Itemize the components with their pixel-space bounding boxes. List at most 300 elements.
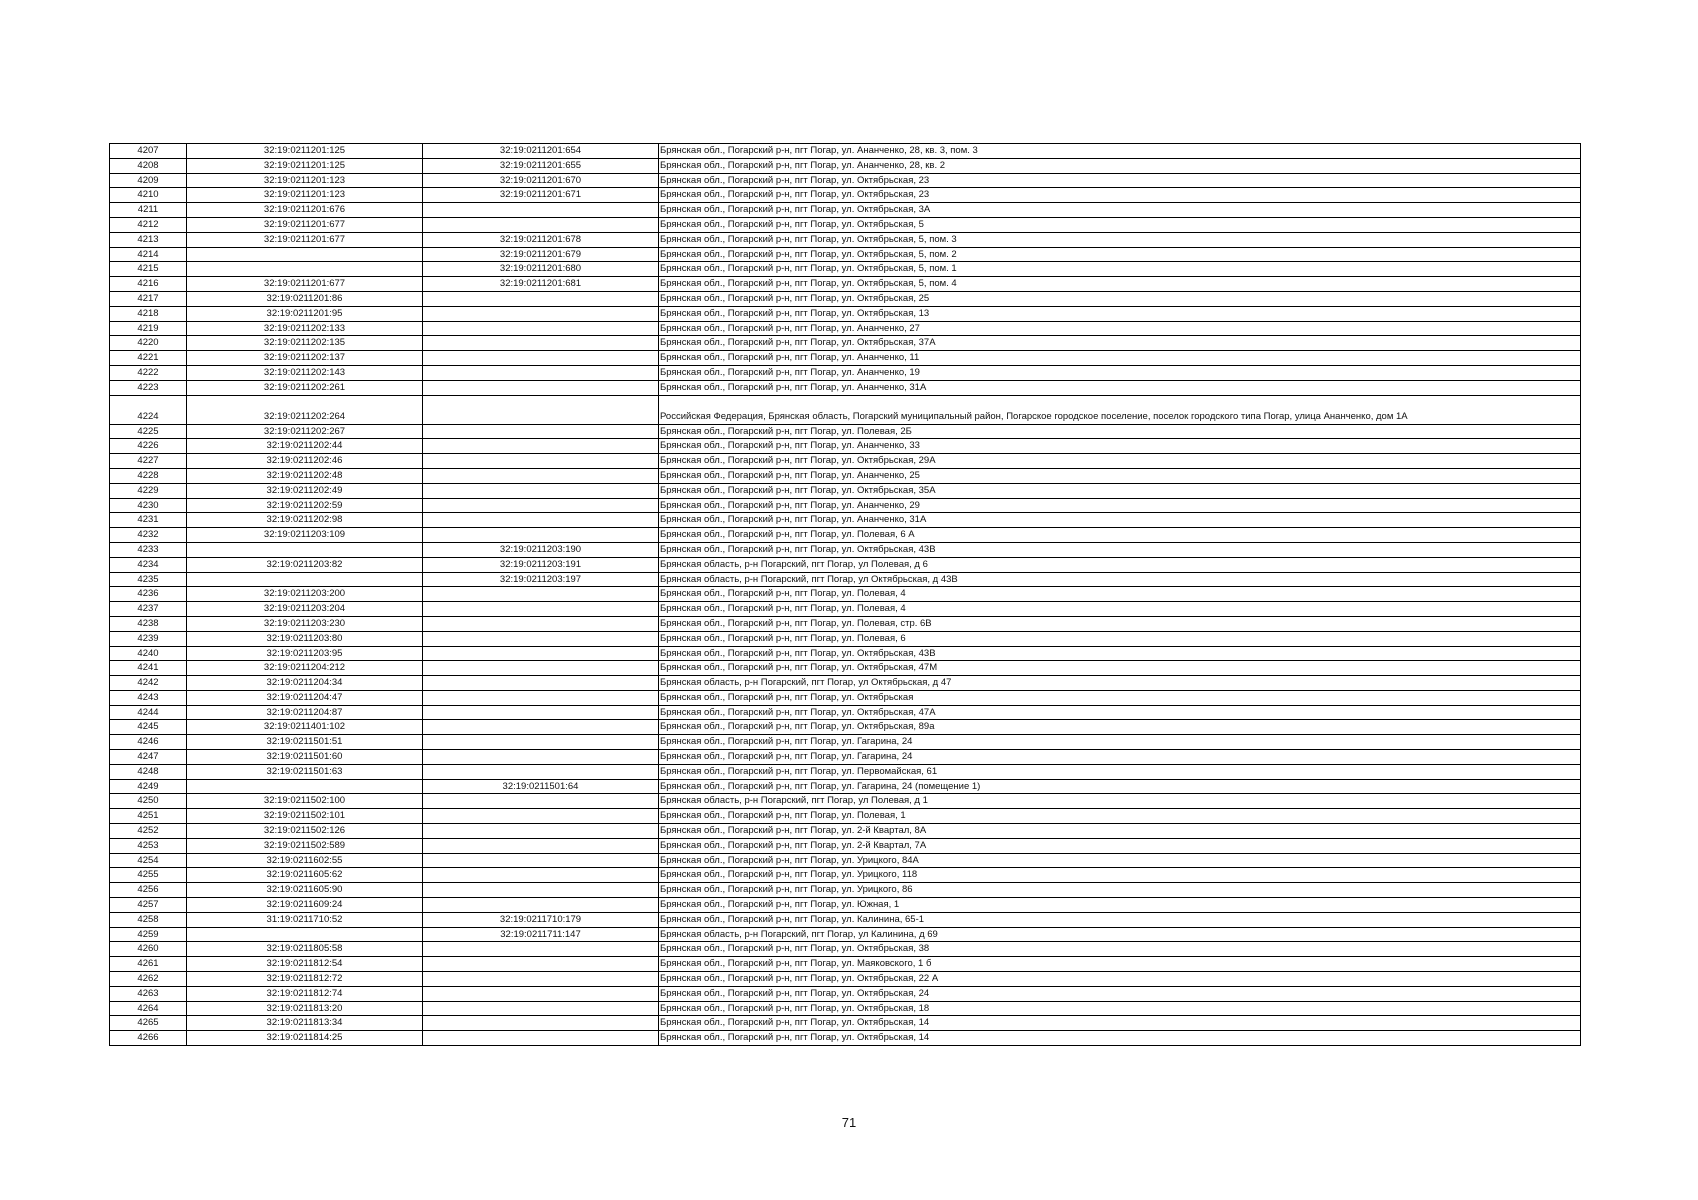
parcel-cadastral-cell: 32:19:0211202:44 (187, 439, 423, 454)
parcel-cadastral-cell: 32:19:0211813:20 (187, 1001, 423, 1016)
parcel-cadastral-cell: 32:19:0211609:24 (187, 898, 423, 913)
parcel-cadastral-cell: 32:19:0211201:95 (187, 306, 423, 321)
table-row (110, 262, 1581, 277)
parcel-cadastral-cell: 32:19:0211202:267 (187, 424, 423, 439)
address-cell: Брянская обл., Погарский р-н, пгт Погар, ул. Ананченко, 27 (659, 321, 1581, 336)
parcel-cadastral-cell (187, 262, 423, 277)
object-cadastral-cell (423, 824, 659, 839)
parcel-cadastral-cell: 32:19:0211201:677 (187, 232, 423, 247)
row-number-cell: 4223 (110, 380, 187, 395)
parcel-cadastral-cell: 32:19:0211203:95 (187, 646, 423, 661)
parcel-cadastral-cell: 32:19:0211204:34 (187, 676, 423, 691)
address-cell: Брянская обл., Погарский р-н, пгт Погар, ул. Гагарина, 24 (659, 735, 1581, 750)
address-cell: Брянская обл., Погарский р-н, пгт Погар, ул. Гагарина, 24 (помещение 1) (659, 779, 1581, 794)
row-number-cell: 4257 (110, 898, 187, 913)
row-number-cell: 4210 (110, 188, 187, 203)
object-cadastral-cell (423, 720, 659, 735)
parcel-cadastral-cell: 32:19:0211204:47 (187, 690, 423, 705)
parcel-cadastral-cell: 32:19:0211204:87 (187, 705, 423, 720)
table-row (110, 173, 1581, 188)
parcel-cadastral-cell: 32:19:0211501:51 (187, 735, 423, 750)
row-number-cell: 4220 (110, 336, 187, 351)
address-cell: Брянская обл., Погарский р-н, пгт Погар, ул. Октябрьская, 29А (659, 454, 1581, 469)
table-row (110, 277, 1581, 292)
object-cadastral-cell (423, 587, 659, 602)
address-cell: Брянская обл., Погарский р-н, пгт Погар, ул. Октябрьская, 13 (659, 306, 1581, 321)
parcel-cadastral-cell: 32:19:0211202:137 (187, 351, 423, 366)
parcel-cadastral-cell (187, 542, 423, 557)
object-cadastral-cell (423, 498, 659, 513)
table-row (110, 779, 1581, 794)
row-number-cell: 4262 (110, 972, 187, 987)
parcel-cadastral-cell: 32:19:0211805:58 (187, 942, 423, 957)
address-cell: Брянская область, р-н Погарский, пгт Погар, ул Калинина, д 69 (659, 927, 1581, 942)
address-cell: Брянская обл., Погарский р-н, пгт Погар, ул. Октябрьская, 35А (659, 483, 1581, 498)
object-cadastral-cell (423, 468, 659, 483)
row-number-cell: 4234 (110, 557, 187, 572)
row-number-cell: 4227 (110, 454, 187, 469)
object-cadastral-cell (423, 528, 659, 543)
object-cadastral-cell (423, 972, 659, 987)
parcel-cadastral-cell: 32:19:0211203:200 (187, 587, 423, 602)
address-cell: Брянская обл., Погарский р-н, пгт Погар, ул. Октябрьская, 47А (659, 705, 1581, 720)
object-cadastral-cell (423, 957, 659, 972)
object-cadastral-cell (423, 838, 659, 853)
object-cadastral-cell (423, 1016, 659, 1031)
parcel-cadastral-cell: 32:19:0211202:264 (187, 395, 423, 424)
row-number-cell: 4236 (110, 587, 187, 602)
table-row (110, 794, 1581, 809)
table-row (110, 661, 1581, 676)
object-cadastral-cell (423, 291, 659, 306)
address-cell: Брянская обл., Погарский р-н, пгт Погар, ул. Полевая, 6 (659, 631, 1581, 646)
object-cadastral-cell (423, 602, 659, 617)
row-number-cell: 4230 (110, 498, 187, 513)
address-cell: Брянская обл., Погарский р-н, пгт Погар, ул. Октябрьская, 5, пом. 4 (659, 277, 1581, 292)
parcel-cadastral-cell: 32:19:0211202:133 (187, 321, 423, 336)
object-cadastral-cell: 32:19:0211201:655 (423, 158, 659, 173)
table-row (110, 217, 1581, 232)
address-cell: Брянская обл., Погарский р-н, пгт Погар, ул. Полевая, 6 А (659, 528, 1581, 543)
object-cadastral-cell: 32:19:0211201:671 (423, 188, 659, 203)
object-cadastral-cell (423, 735, 659, 750)
address-cell: Брянская обл., Погарский р-н, пгт Погар, ул. Октябрьская, 25 (659, 291, 1581, 306)
row-number-cell: 4238 (110, 616, 187, 631)
table-row (110, 557, 1581, 572)
row-number-cell: 4248 (110, 764, 187, 779)
object-cadastral-cell: 32:19:0211201:670 (423, 173, 659, 188)
object-cadastral-cell: 32:19:0211501:64 (423, 779, 659, 794)
row-number-cell: 4215 (110, 262, 187, 277)
row-number-cell: 4266 (110, 1031, 187, 1046)
object-cadastral-cell: 32:19:0211203:190 (423, 542, 659, 557)
address-cell: Брянская обл., Погарский р-н, пгт Погар, ул. Ананченко, 19 (659, 365, 1581, 380)
register-table (109, 143, 1581, 1046)
row-number-cell: 4209 (110, 173, 187, 188)
table-row (110, 483, 1581, 498)
row-number-cell: 4252 (110, 824, 187, 839)
row-number-cell: 4247 (110, 750, 187, 765)
row-number-cell: 4261 (110, 957, 187, 972)
table-row (110, 912, 1581, 927)
row-number-cell: 4211 (110, 203, 187, 218)
table-row (110, 380, 1581, 395)
table-row (110, 631, 1581, 646)
address-cell: Брянская обл., Погарский р-н, пгт Погар, ул. Ананченко, 28, кв. 3, пом. 3 (659, 144, 1581, 159)
row-number-cell: 4208 (110, 158, 187, 173)
row-number-cell: 4225 (110, 424, 187, 439)
object-cadastral-cell (423, 853, 659, 868)
parcel-cadastral-cell: 32:19:0211401:102 (187, 720, 423, 735)
address-cell: Брянская обл., Погарский р-н, пгт Погар, ул. Гагарина, 24 (659, 750, 1581, 765)
register-body (110, 144, 1581, 1046)
row-number-cell: 4251 (110, 809, 187, 824)
parcel-cadastral-cell: 31:19:0211710:52 (187, 912, 423, 927)
object-cadastral-cell (423, 513, 659, 528)
table-row (110, 1031, 1581, 1046)
parcel-cadastral-cell: 32:19:0211812:54 (187, 957, 423, 972)
object-cadastral-cell (423, 868, 659, 883)
object-cadastral-cell (423, 690, 659, 705)
table-row (110, 587, 1581, 602)
table-row (110, 144, 1581, 159)
table-row (110, 616, 1581, 631)
table-row (110, 365, 1581, 380)
table-row (110, 809, 1581, 824)
table-row (110, 942, 1581, 957)
table-row (110, 528, 1581, 543)
address-cell: Брянская обл., Погарский р-н, пгт Погар, ул. Урицкого, 84А (659, 853, 1581, 868)
address-cell: Брянская обл., Погарский р-н, пгт Погар, ул. 2-й Квартал, 7А (659, 838, 1581, 853)
page-number: 71 (841, 1115, 857, 1130)
parcel-cadastral-cell: 32:19:0211203:204 (187, 602, 423, 617)
row-number-cell: 4214 (110, 247, 187, 262)
parcel-cadastral-cell: 32:19:0211202:59 (187, 498, 423, 513)
parcel-cadastral-cell: 32:19:0211201:123 (187, 173, 423, 188)
table-row (110, 972, 1581, 987)
table-row (110, 572, 1581, 587)
parcel-cadastral-cell: 32:19:0211202:48 (187, 468, 423, 483)
object-cadastral-cell: 32:19:0211201:679 (423, 247, 659, 262)
row-number-cell: 4243 (110, 690, 187, 705)
address-cell: Брянская обл., Погарский р-н, пгт Погар, ул. Октябрьская, 38 (659, 942, 1581, 957)
parcel-cadastral-cell (187, 572, 423, 587)
parcel-cadastral-cell: 32:19:0211202:261 (187, 380, 423, 395)
parcel-cadastral-cell: 32:19:0211502:126 (187, 824, 423, 839)
table-row (110, 1016, 1581, 1031)
table-row (110, 336, 1581, 351)
object-cadastral-cell (423, 380, 659, 395)
table-row (110, 720, 1581, 735)
address-cell: Брянская обл., Погарский р-н, пгт Погар, ул. Октябрьская, 89а (659, 720, 1581, 735)
parcel-cadastral-cell: 32:19:0211201:676 (187, 203, 423, 218)
address-cell: Брянская обл., Погарский р-н, пгт Погар, ул. Октябрьская, 5, пом. 3 (659, 232, 1581, 247)
row-number-cell: 4219 (110, 321, 187, 336)
parcel-cadastral-cell: 32:19:0211201:125 (187, 158, 423, 173)
row-number-cell: 4264 (110, 1001, 187, 1016)
parcel-cadastral-cell: 32:19:0211605:90 (187, 883, 423, 898)
object-cadastral-cell (423, 942, 659, 957)
address-cell: Брянская обл., Погарский р-н, пгт Погар, ул. Ананченко, 33 (659, 439, 1581, 454)
object-cadastral-cell (423, 794, 659, 809)
object-cadastral-cell (423, 483, 659, 498)
object-cadastral-cell (423, 764, 659, 779)
parcel-cadastral-cell: 32:19:0211201:86 (187, 291, 423, 306)
parcel-cadastral-cell: 32:19:0211502:100 (187, 794, 423, 809)
parcel-cadastral-cell: 32:19:0211812:72 (187, 972, 423, 987)
address-cell: Брянская обл., Погарский р-н, пгт Погар, ул. Ананченко, 28, кв. 2 (659, 158, 1581, 173)
row-number-cell: 4245 (110, 720, 187, 735)
row-number-cell: 4241 (110, 661, 187, 676)
table-row (110, 513, 1581, 528)
address-cell: Брянская обл., Погарский р-н, пгт Погар, ул. Октябрьская, 5 (659, 217, 1581, 232)
address-cell: Брянская обл., Погарский р-н, пгт Погар, ул. Октябрьская, 43В (659, 542, 1581, 557)
object-cadastral-cell (423, 454, 659, 469)
parcel-cadastral-cell: 32:19:0211203:230 (187, 616, 423, 631)
row-number-cell: 4224 (110, 395, 187, 424)
address-cell: Брянская обл., Погарский р-н, пгт Погар, ул. Урицкого, 86 (659, 883, 1581, 898)
table-row (110, 321, 1581, 336)
row-number-cell: 4258 (110, 912, 187, 927)
parcel-cadastral-cell: 32:19:0211204:212 (187, 661, 423, 676)
object-cadastral-cell (423, 898, 659, 913)
address-cell: Брянская область, р-н Погарский, пгт Погар, ул Полевая, д 1 (659, 794, 1581, 809)
address-cell: Брянская обл., Погарский р-н, пгт Погар, ул. Октябрьская, 24 (659, 986, 1581, 1001)
row-number-cell: 4255 (110, 868, 187, 883)
address-cell: Брянская обл., Погарский р-н, пгт Погар, ул. Октябрьская, 23 (659, 188, 1581, 203)
table-row (110, 424, 1581, 439)
object-cadastral-cell (423, 321, 659, 336)
parcel-cadastral-cell: 32:19:0211814:25 (187, 1031, 423, 1046)
parcel-cadastral-cell (187, 779, 423, 794)
object-cadastral-cell (423, 661, 659, 676)
table-row (110, 498, 1581, 513)
object-cadastral-cell (423, 883, 659, 898)
table-row (110, 838, 1581, 853)
address-cell: Брянская обл., Погарский р-н, пгт Погар, ул. Ананченко, 11 (659, 351, 1581, 366)
parcel-cadastral-cell (187, 927, 423, 942)
table-row (110, 468, 1581, 483)
table-row (110, 454, 1581, 469)
table-row (110, 690, 1581, 705)
address-cell: Брянская обл., Погарский р-н, пгт Погар, ул. Полевая, 4 (659, 602, 1581, 617)
parcel-cadastral-cell: 32:19:0211501:63 (187, 764, 423, 779)
object-cadastral-cell (423, 646, 659, 661)
parcel-cadastral-cell: 32:19:0211501:60 (187, 750, 423, 765)
parcel-cadastral-cell: 32:19:0211605:62 (187, 868, 423, 883)
address-cell: Брянская обл., Погарский р-н, пгт Погар, ул. Полевая, 2Б (659, 424, 1581, 439)
table-row (110, 705, 1581, 720)
address-cell: Брянская обл., Погарский р-н, пгт Погар, ул. Ананченко, 29 (659, 498, 1581, 513)
row-number-cell: 4207 (110, 144, 187, 159)
object-cadastral-cell: 32:19:0211201:681 (423, 277, 659, 292)
object-cadastral-cell (423, 986, 659, 1001)
address-cell: Брянская обл., Погарский р-н, пгт Погар, ул. Октябрьская, 5, пом. 1 (659, 262, 1581, 277)
row-number-cell: 4237 (110, 602, 187, 617)
row-number-cell: 4259 (110, 927, 187, 942)
address-cell: Брянская обл., Погарский р-н, пгт Погар, ул. Октябрьская, 47М (659, 661, 1581, 676)
parcel-cadastral-cell: 32:19:0211202:46 (187, 454, 423, 469)
row-number-cell: 4239 (110, 631, 187, 646)
row-number-cell: 4260 (110, 942, 187, 957)
object-cadastral-cell: 32:19:0211201:654 (423, 144, 659, 159)
object-cadastral-cell (423, 306, 659, 321)
address-cell: Брянская обл., Погарский р-н, пгт Погар, ул. Ананченко, 25 (659, 468, 1581, 483)
address-cell: Брянская обл., Погарский р-н, пгт Погар, ул. Первомайская, 61 (659, 764, 1581, 779)
address-cell: Брянская область, р-н Погарский, пгт Погар, ул Полевая, д 6 (659, 557, 1581, 572)
row-number-cell: 4229 (110, 483, 187, 498)
address-cell: Брянская обл., Погарский р-н, пгт Погар, ул. Октябрьская, 3А (659, 203, 1581, 218)
table-row (110, 291, 1581, 306)
parcel-cadastral-cell: 32:19:0211502:589 (187, 838, 423, 853)
address-cell: Брянская обл., Погарский р-н, пгт Погар, ул. Ананченко, 31А (659, 380, 1581, 395)
address-cell: Брянская обл., Погарский р-н, пгт Погар, ул. Октябрьская, 43В (659, 646, 1581, 661)
object-cadastral-cell (423, 1031, 659, 1046)
row-number-cell: 4231 (110, 513, 187, 528)
row-number-cell: 4213 (110, 232, 187, 247)
row-number-cell: 4228 (110, 468, 187, 483)
table-row (110, 764, 1581, 779)
row-number-cell: 4235 (110, 572, 187, 587)
row-number-cell: 4250 (110, 794, 187, 809)
table-row (110, 351, 1581, 366)
address-cell: Брянская обл., Погарский р-н, пгт Погар, ул. Калинина, 65-1 (659, 912, 1581, 927)
address-cell: Российская Федерация, Брянская область, Погарский муниципальный район, Погарское городское поселение, поселок городского типа Погар, улица Ананченко, дом 1А (659, 395, 1581, 424)
object-cadastral-cell (423, 365, 659, 380)
object-cadastral-cell (423, 336, 659, 351)
address-cell: Брянская обл., Погарский р-н, пгт Погар, ул. Полевая, стр. 6В (659, 616, 1581, 631)
table-row (110, 232, 1581, 247)
row-number-cell: 4242 (110, 676, 187, 691)
table-row (110, 602, 1581, 617)
parcel-cadastral-cell: 32:19:0211202:135 (187, 336, 423, 351)
parcel-cadastral-cell: 32:19:0211202:98 (187, 513, 423, 528)
object-cadastral-cell: 32:19:0211203:191 (423, 557, 659, 572)
table-row (110, 676, 1581, 691)
parcel-cadastral-cell: 32:19:0211202:143 (187, 365, 423, 380)
parcel-cadastral-cell: 32:19:0211202:49 (187, 483, 423, 498)
object-cadastral-cell (423, 203, 659, 218)
table-row (110, 306, 1581, 321)
table-row (110, 158, 1581, 173)
table-row (110, 203, 1581, 218)
table-row (110, 883, 1581, 898)
parcel-cadastral-cell: 32:19:0211203:80 (187, 631, 423, 646)
table-row (110, 927, 1581, 942)
address-cell: Брянская область, р-н Погарский, пгт Погар, ул Октябрьская, д 47 (659, 676, 1581, 691)
table-row (110, 986, 1581, 1001)
parcel-cadastral-cell: 32:19:0211203:109 (187, 528, 423, 543)
object-cadastral-cell: 32:19:0211203:197 (423, 572, 659, 587)
table-row (110, 646, 1581, 661)
address-cell: Брянская обл., Погарский р-н, пгт Погар, ул. Октябрьская, 14 (659, 1031, 1581, 1046)
object-cadastral-cell: 32:19:0211710:179 (423, 912, 659, 927)
table-row (110, 868, 1581, 883)
address-cell: Брянская область, р-н Погарский, пгт Погар, ул Октябрьская, д 43В (659, 572, 1581, 587)
table-row (110, 898, 1581, 913)
row-number-cell: 4218 (110, 306, 187, 321)
object-cadastral-cell (423, 750, 659, 765)
address-cell: Брянская обл., Погарский р-н, пгт Погар, ул. Полевая, 1 (659, 809, 1581, 824)
parcel-cadastral-cell: 32:19:0211203:82 (187, 557, 423, 572)
object-cadastral-cell: 32:19:0211201:680 (423, 262, 659, 277)
address-cell: Брянская обл., Погарский р-н, пгт Погар, ул. Октябрьская, 22 А (659, 972, 1581, 987)
row-number-cell: 4249 (110, 779, 187, 794)
parcel-cadastral-cell: 32:19:0211201:677 (187, 277, 423, 292)
address-cell: Брянская обл., Погарский р-н, пгт Погар, ул. Октябрьская, 14 (659, 1016, 1581, 1031)
object-cadastral-cell (423, 424, 659, 439)
object-cadastral-cell (423, 351, 659, 366)
table-row (110, 439, 1581, 454)
object-cadastral-cell (423, 395, 659, 424)
row-number-cell: 4232 (110, 528, 187, 543)
row-number-cell: 4226 (110, 439, 187, 454)
row-number-cell: 4217 (110, 291, 187, 306)
address-cell: Брянская обл., Погарский р-н, пгт Погар, ул. 2-й Квартал, 8А (659, 824, 1581, 839)
row-number-cell: 4233 (110, 542, 187, 557)
row-number-cell: 4246 (110, 735, 187, 750)
address-cell: Брянская обл., Погарский р-н, пгт Погар, ул. Октябрьская, 37А (659, 336, 1581, 351)
row-number-cell: 4222 (110, 365, 187, 380)
address-cell: Брянская обл., Погарский р-н, пгт Погар, ул. Урицкого, 118 (659, 868, 1581, 883)
parcel-cadastral-cell: 32:19:0211201:123 (187, 188, 423, 203)
object-cadastral-cell (423, 676, 659, 691)
parcel-cadastral-cell: 32:19:0211812:74 (187, 986, 423, 1001)
address-cell: Брянская обл., Погарский р-н, пгт Погар, ул. Полевая, 4 (659, 587, 1581, 602)
object-cadastral-cell (423, 1001, 659, 1016)
row-number-cell: 4254 (110, 853, 187, 868)
object-cadastral-cell (423, 705, 659, 720)
object-cadastral-cell (423, 616, 659, 631)
row-number-cell: 4253 (110, 838, 187, 853)
table-row (110, 853, 1581, 868)
table-row (110, 735, 1581, 750)
address-cell: Брянская обл., Погарский р-н, пгт Погар, ул. Маяковского, 1 б (659, 957, 1581, 972)
address-cell: Брянская обл., Погарский р-н, пгт Погар, ул. Октябрьская, 5, пом. 2 (659, 247, 1581, 262)
row-number-cell: 4240 (110, 646, 187, 661)
table-row (110, 957, 1581, 972)
parcel-cadastral-cell: 32:19:0211813:34 (187, 1016, 423, 1031)
address-cell: Брянская обл., Погарский р-н, пгт Погар, ул. Октябрьская, 23 (659, 173, 1581, 188)
object-cadastral-cell: 32:19:0211201:678 (423, 232, 659, 247)
row-number-cell: 4216 (110, 277, 187, 292)
row-number-cell: 4221 (110, 351, 187, 366)
table-row (110, 750, 1581, 765)
row-number-cell: 4256 (110, 883, 187, 898)
parcel-cadastral-cell: 32:19:0211502:101 (187, 809, 423, 824)
object-cadastral-cell (423, 631, 659, 646)
address-cell: Брянская обл., Погарский р-н, пгт Погар, ул. Ананченко, 31А (659, 513, 1581, 528)
table-row (110, 824, 1581, 839)
object-cadastral-cell (423, 217, 659, 232)
row-number-cell: 4212 (110, 217, 187, 232)
table-row (110, 247, 1581, 262)
table-row (110, 188, 1581, 203)
object-cadastral-cell: 32:19:0211711:147 (423, 927, 659, 942)
parcel-cadastral-cell: 32:19:0211602:55 (187, 853, 423, 868)
object-cadastral-cell (423, 439, 659, 454)
address-cell: Брянская обл., Погарский р-н, пгт Погар, ул. Южная, 1 (659, 898, 1581, 913)
address-cell: Брянская обл., Погарский р-н, пгт Погар, ул. Октябрьская, 18 (659, 1001, 1581, 1016)
table-row (110, 542, 1581, 557)
parcel-cadastral-cell (187, 247, 423, 262)
row-number-cell: 4263 (110, 986, 187, 1001)
address-cell: Брянская обл., Погарский р-н, пгт Погар, ул. Октябрьская (659, 690, 1581, 705)
row-number-cell: 4244 (110, 705, 187, 720)
object-cadastral-cell (423, 809, 659, 824)
table-row (110, 1001, 1581, 1016)
parcel-cadastral-cell: 32:19:0211201:125 (187, 144, 423, 159)
